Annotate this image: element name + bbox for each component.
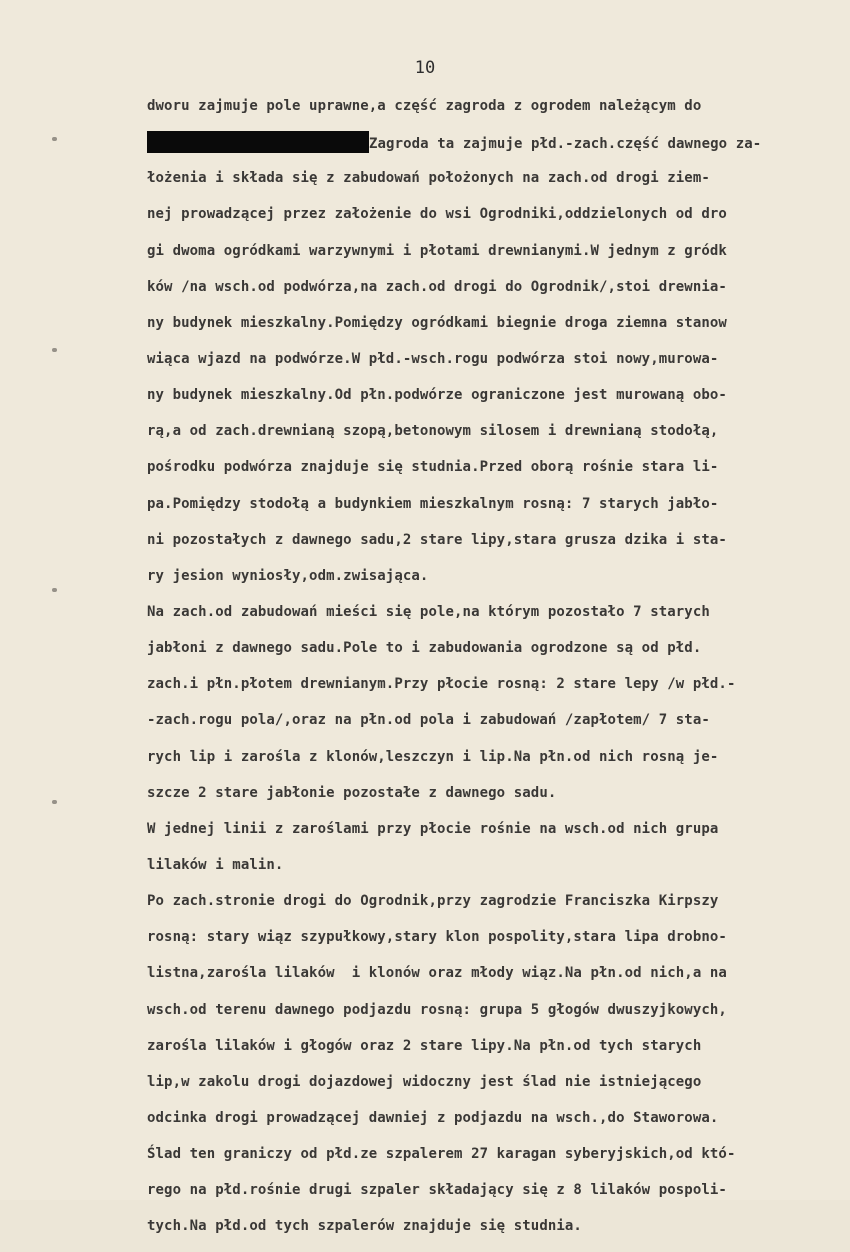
margin-mark xyxy=(52,348,57,352)
text-line: Zagroda ta zajmuje płd.-zach.część dawnego za- xyxy=(369,136,762,153)
text-line: -zach.rogu pola/,oraz na płn.od pola i zabudowań /zapłotem/ 7 sta- xyxy=(147,712,710,729)
text-line: rych lip i zarośla z klonów,leszczyn i lip.Na płn.od nich rosną je- xyxy=(147,748,719,765)
text-line: jabłoni z dawnego sadu.Pole to i zabudowania ogrodzone są od płd. xyxy=(147,640,702,657)
text-line: odcinka drogi prowadzącej dawniej z podjazdu na wsch.,do Staworowa. xyxy=(147,1109,719,1126)
text-line: wsch.od terenu dawnego podjazdu rosną: grupa 5 głogów dwuszyjkowych, xyxy=(147,1001,727,1018)
text-line: ni pozostałych z dawnego sadu,2 stare lipy,stara grusza dzika i sta- xyxy=(147,531,727,548)
text-line: pa.Pomiędzy stodołą a budynkiem mieszkalnym rosną: 7 starych jabło- xyxy=(147,495,719,512)
text-line: W jednej linii z zaroślami przy płocie rośnie na wsch.od nich grupa xyxy=(147,820,719,837)
margin-mark xyxy=(52,137,57,141)
text-line: łożenia i składa się z zabudowań położonych na zach.od drogi ziem- xyxy=(147,170,710,187)
text-line: rą,a od zach.drewnianą szopą,betonowym silosem i drewnianą stodołą, xyxy=(147,423,719,440)
page-number: 10 xyxy=(414,58,436,78)
text-line: zarośla lilaków i głogów oraz 2 stare lipy.Na płn.od tych starych xyxy=(147,1037,702,1054)
text-line: ry jesion wyniosły,odm.zwisająca. xyxy=(147,567,429,584)
text-line: nej prowadzącej przez założenie do wsi Ogrodniki,oddzielonych od dro xyxy=(147,206,727,223)
text-line: listna,zarośla lilaków i klonów oraz młody wiąz.Na płn.od nich,a na xyxy=(147,965,727,982)
text-line: pośrodku podwórza znajduje się studnia.Przed oborą rośnie stara li- xyxy=(147,459,719,476)
text-line: szcze 2 stare jabłonie pozostałe z dawnego sadu. xyxy=(147,784,557,801)
text-line: Na zach.od zabudowań mieści się pole,na którym pozostało 7 starych xyxy=(147,603,710,620)
text-line: zach.i płn.płotem drewnianym.Przy płocie rosną: 2 stare lepy /w płd.- xyxy=(147,676,736,693)
text-line: ny budynek mieszkalny.Pomiędzy ogródkami biegnie droga ziemna stanow xyxy=(147,314,727,331)
margin-mark xyxy=(52,800,57,804)
text-line: wiąca wjazd na podwórze.W płd.-wsch.rogu podwórza stoi nowy,murowa- xyxy=(147,350,719,367)
text-line: Po zach.stronie drogi do Ogrodnik,przy zagrodzie Franciszka Kirpszy xyxy=(147,893,719,910)
text-line: ków /na wsch.od podwórza,na zach.od drogi do Ogrodnik/,stoi drewnia- xyxy=(147,278,727,295)
text-line: lilaków i malin. xyxy=(147,856,284,873)
text-line: tych.Na płd.od tych szpalerów znajduje się studnia. xyxy=(147,1218,582,1235)
typewritten-body xyxy=(147,95,837,1252)
margin-mark xyxy=(52,588,57,592)
text-line: lip,w zakolu drogi dojazdowej widoczny jest ślad nie istniejącego xyxy=(147,1073,702,1090)
text-line: rosną: stary wiąz szypułkowy,stary klon pospolity,stara lipa drobno- xyxy=(147,929,727,946)
text-line: dworu zajmuje pole uprawne,a część zagroda z ogrodem należącym do xyxy=(147,98,702,114)
text-line: rego na płd.rośnie drugi szpaler składający się z 8 lilaków pospoli- xyxy=(147,1182,727,1199)
redaction-bar xyxy=(147,131,369,153)
text-line: ny budynek mieszkalny.Od płn.podwórze ograniczone jest murowaną obo- xyxy=(147,387,727,404)
text-line: Ślad ten graniczy od płd.ze szpalerem 27 karagan syberyjskich,od któ- xyxy=(147,1146,736,1163)
text-line: gi dwoma ogródkami warzywnymi i płotami drewnianymi.W jednym z gródk xyxy=(147,242,727,259)
text-line-redacted xyxy=(147,131,837,167)
